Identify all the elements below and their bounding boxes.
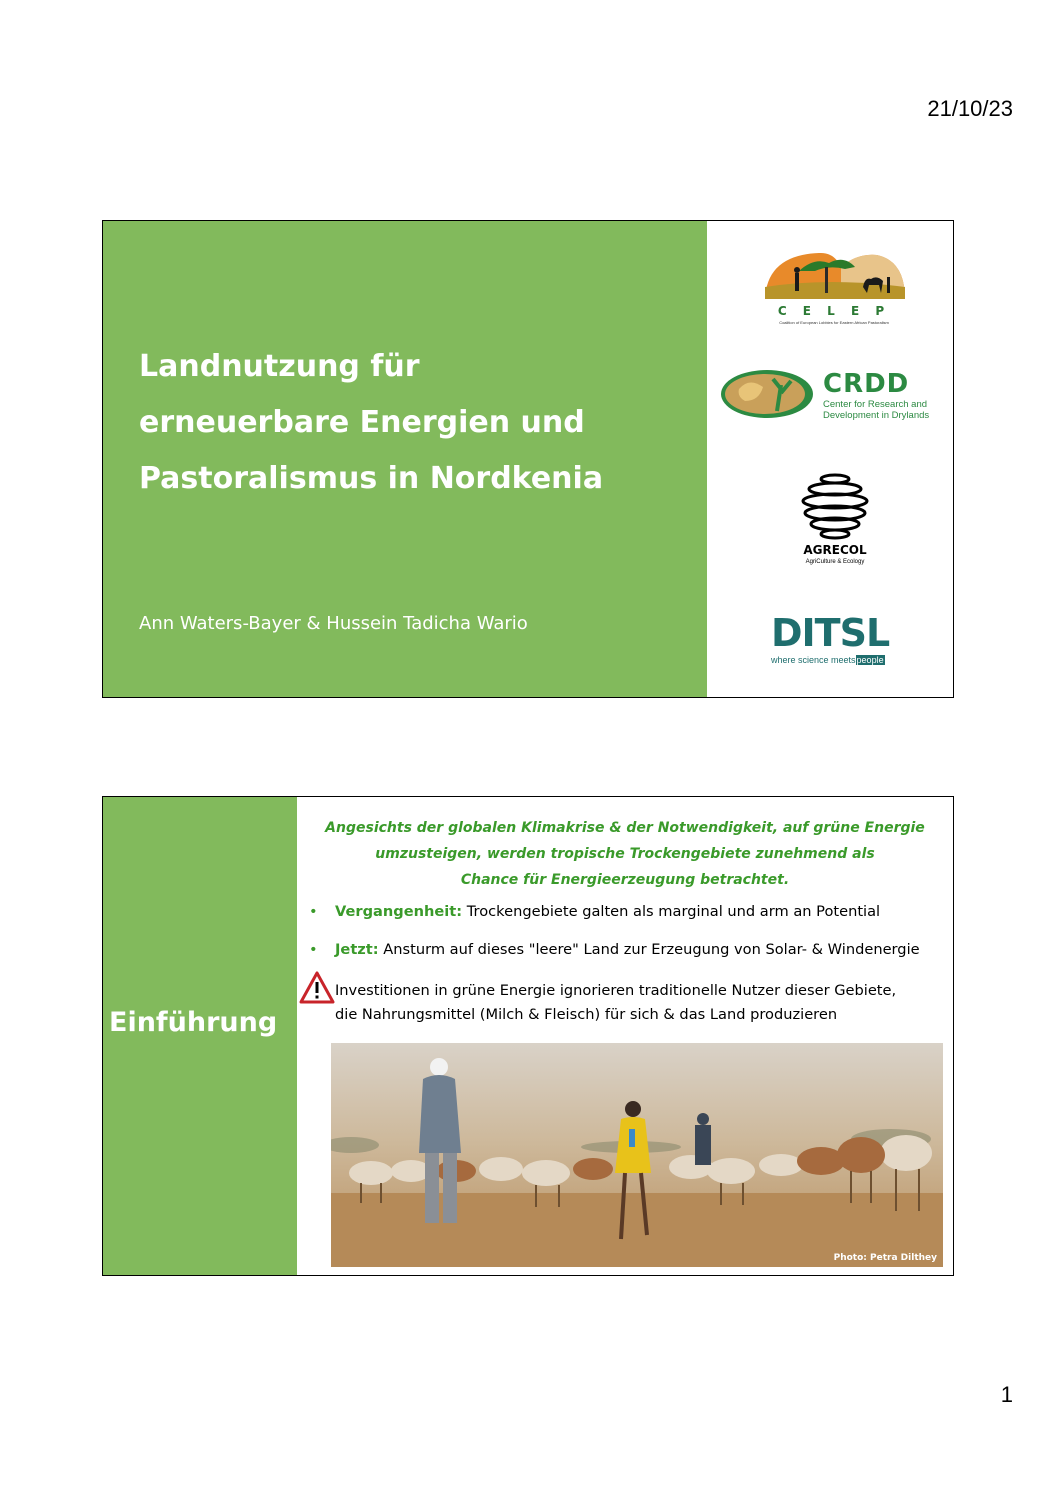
- slide-title-line: erneuerbare Energien und: [139, 405, 585, 440]
- photo-credit: Photo: Petra Dilthey: [833, 1253, 937, 1263]
- ditsl-logo: [769, 611, 909, 671]
- crdd-name: CRDD: [823, 369, 910, 399]
- bullet-icon: •: [309, 941, 318, 958]
- warning-line: die Nahrungsmittel (Milch & Fleisch) für sich & das Land produzieren: [335, 1006, 838, 1023]
- warning-line: Investitionen in grüne Energie ignorieren traditionelle Nutzer dieser Gebiete,: [335, 982, 897, 999]
- title-slide: [102, 220, 954, 698]
- celep-emblem-icon: [759, 247, 909, 305]
- page-number: 1: [1000, 1382, 1013, 1407]
- agrecol-subtitle: AgriCulture & Ecology: [805, 559, 865, 565]
- title-panel: [103, 221, 707, 697]
- intro-statement: [299, 815, 951, 893]
- bullet-text: Ansturm auf dieses "leere" Land zur Erzeugung von Solar- & Windenergie: [378, 941, 920, 958]
- pastoralists-cattle-image: [331, 1043, 943, 1267]
- warning-triangle-icon: [299, 971, 335, 1005]
- celep-name: C E L E P: [777, 304, 891, 318]
- intro-line: Chance für Energieerzeugung betrachtet.: [460, 872, 790, 888]
- agrecol-logo: [787, 469, 883, 579]
- slide-title-line: Landnutzung für: [139, 349, 420, 384]
- crdd-subtitle: [823, 399, 945, 421]
- crdd-subtitle-line: Development in Drylands: [823, 410, 930, 421]
- ditsl-tagline-prefix: where science meets: [771, 655, 856, 665]
- bullet-keyword: Vergangenheit:: [335, 903, 463, 920]
- section-title: Einführung: [109, 1007, 278, 1038]
- bullet-item: [309, 903, 880, 920]
- intro-slide: [102, 796, 954, 1276]
- intro-line: Angesichts der globalen Klimakrise & der Notwendigkeit, auf grüne Energie: [325, 820, 925, 836]
- crdd-emblem-icon: [719, 365, 819, 425]
- slide-title-line: Pastoralismus in Nordkenia: [139, 461, 604, 496]
- slide-title: [139, 339, 699, 507]
- logo-panel: [707, 221, 953, 697]
- ditsl-tagline-highlight: people: [856, 655, 884, 665]
- warning-text: [335, 979, 947, 1027]
- celep-logo: [759, 247, 909, 327]
- bullet-keyword: Jetzt:: [335, 941, 379, 958]
- page-date: 21/10/23: [927, 96, 1013, 121]
- bullet-icon: •: [309, 903, 318, 920]
- section-panel: [103, 797, 297, 1275]
- ditsl-name: DITSL: [771, 611, 890, 655]
- bullet-text: Trockengebiete galten als marginal und arm an Potential: [462, 903, 881, 920]
- crdd-logo: [719, 365, 941, 425]
- slide-authors: Ann Waters-Bayer & Hussein Tadicha Wario: [139, 613, 528, 634]
- bullet-item: [309, 941, 920, 958]
- agrecol-globe-icon: [787, 469, 883, 543]
- celep-subtitle: Coalition of European Lobbies for Eastern African Pastoralism: [779, 320, 889, 325]
- agrecol-name: AGRECOL: [803, 543, 867, 557]
- ditsl-tagline: [771, 655, 885, 665]
- crdd-subtitle-line: Center for Research and: [823, 399, 928, 410]
- intro-line: umzusteigen, werden tropische Trockengebiete zunehmend als: [375, 846, 875, 862]
- herders-photo: [331, 1043, 943, 1267]
